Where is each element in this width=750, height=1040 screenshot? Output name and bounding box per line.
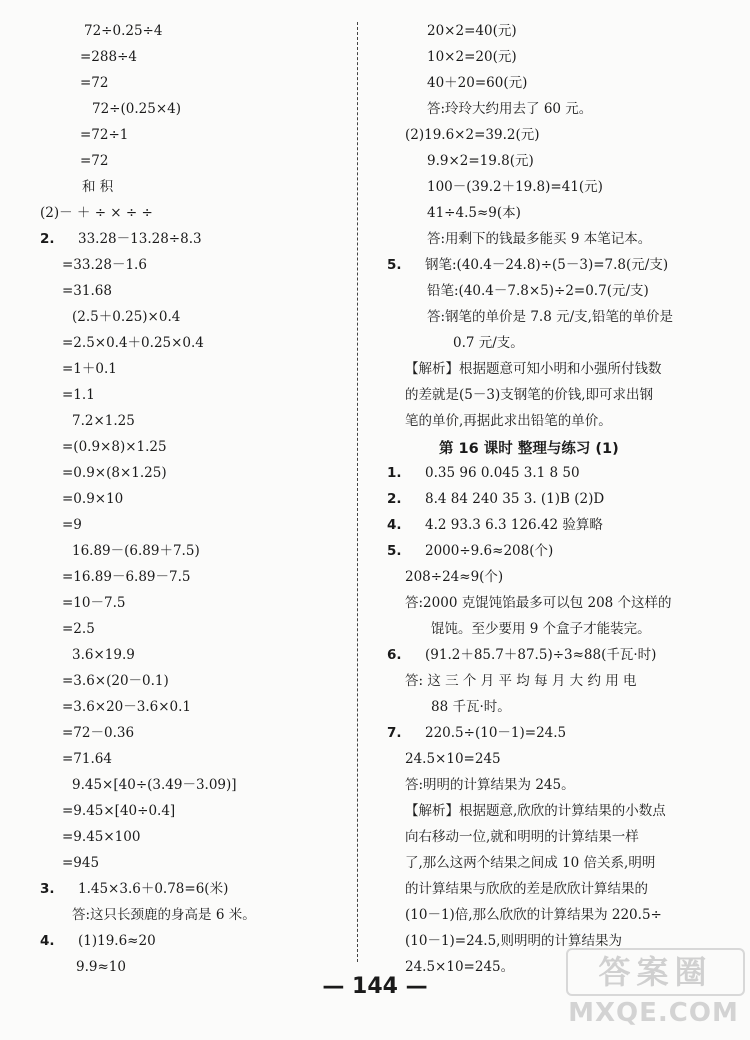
answer-text: (1)19.6≈20 <box>78 933 156 949</box>
answer-line <box>80 48 137 66</box>
answer-line <box>387 646 656 664</box>
answer-line <box>72 308 180 326</box>
answer-text: 33.28－13.28÷8.3 <box>78 231 202 247</box>
answer-line <box>427 178 603 196</box>
answer-text: =9 <box>62 517 82 533</box>
answer-text: 208÷24≈9(个) <box>405 569 504 585</box>
answer-line <box>387 724 566 742</box>
answer-line <box>62 386 95 404</box>
answer-text: =(0.9×8)×1.25 <box>62 439 167 455</box>
answer-text: 100－(39.2＋19.8)=41(元) <box>427 179 603 195</box>
answer-line <box>405 880 648 898</box>
answer-text: 9.9×2=19.8(元) <box>427 153 534 169</box>
answer-text: 88 千瓦·时。 <box>431 699 511 715</box>
answer-line <box>62 334 204 352</box>
answer-line <box>80 126 128 144</box>
answer-text: =1＋0.1 <box>62 361 117 377</box>
question-number: 5. <box>387 257 402 273</box>
answer-line <box>62 516 82 534</box>
answer-line <box>431 620 651 638</box>
answer-text: 72÷(0.25×4) <box>92 101 181 117</box>
answer-line <box>62 854 99 872</box>
answer-line <box>72 646 135 664</box>
answer-text: =288÷4 <box>80 49 137 65</box>
answer-text: 24.5×10=245 <box>405 751 501 767</box>
answer-text: =2.5×0.4＋0.25×0.4 <box>62 335 204 351</box>
question-number: 6. <box>387 647 402 663</box>
answer-line <box>405 906 662 924</box>
question-number: 2. <box>387 491 402 507</box>
answer-line <box>405 854 655 872</box>
answer-line <box>387 516 603 534</box>
answer-line <box>427 230 651 248</box>
answer-text: 1.45×3.6＋0.78=6(米) <box>78 881 229 897</box>
answer-text: 4.2 93.3 6.3 126.42 验算略 <box>425 517 603 533</box>
answer-text: =0.9×10 <box>62 491 124 507</box>
answer-line <box>427 204 521 222</box>
answer-line <box>387 490 604 508</box>
answer-text: =945 <box>62 855 100 871</box>
answer-text: (10－1)倍,那么欣欣的计算结果为 220.5÷ <box>405 907 662 923</box>
answer-text: =72 <box>80 75 109 91</box>
answer-line <box>427 100 592 118</box>
answer-line <box>62 464 167 482</box>
column-divider <box>357 22 358 962</box>
answer-text: 0.35 96 0.045 3.1 8 50 <box>425 465 580 481</box>
answer-line <box>80 74 109 92</box>
answer-text: =72－0.36 <box>62 725 135 741</box>
answer-text: 41÷4.5≈9(本) <box>427 205 521 221</box>
answer-text: 10×2=20(元) <box>427 49 517 65</box>
answer-line <box>40 880 228 898</box>
answer-text: 220.5÷(10－1)=24.5 <box>425 725 567 741</box>
answer-line <box>84 22 162 40</box>
answer-text: =72 <box>80 153 109 169</box>
answer-text: (2)－ ＋ ÷ × ÷ ÷ <box>40 205 153 221</box>
answer-text: =0.9×(8×1.25) <box>62 465 167 481</box>
answer-text: 向右移动一位,就和明明的计算结果一样 <box>405 829 639 845</box>
answer-text: 答:2000 克馄饨馅最多可以包 208 个这样的 <box>405 595 672 611</box>
answer-text: (2)19.6×2=39.2(元) <box>405 127 540 143</box>
answer-line <box>62 360 117 378</box>
answer-text: 答: 这 三 个 月 平 均 每 月 大 约 用 电 <box>405 673 637 689</box>
answer-line <box>405 126 540 144</box>
answer-line <box>431 698 511 716</box>
answer-text: (2.5＋0.25)×0.4 <box>72 309 181 325</box>
answer-line <box>40 230 202 248</box>
answer-text: 16.89－(6.89＋7.5) <box>72 543 200 559</box>
answer-text: 答:钢笔的单价是 7.8 元/支,铅笔的单价是 <box>427 309 673 325</box>
answer-text: 3.6×19.9 <box>72 647 135 663</box>
answer-line <box>72 412 135 430</box>
answer-line <box>427 308 673 326</box>
answer-text: =3.6×20－3.6×0.1 <box>62 699 192 715</box>
answer-line <box>40 204 153 222</box>
answer-line <box>92 100 181 118</box>
answer-line <box>453 334 524 352</box>
answer-line <box>62 672 169 690</box>
answer-line <box>405 776 575 794</box>
answer-text: 馄饨。至少要用 9 个盒子才能装完。 <box>431 621 651 637</box>
answer-line <box>62 750 112 768</box>
question-number: 4. <box>40 933 55 949</box>
answer-line <box>405 360 662 378</box>
answer-text: 答:明明的计算结果为 245。 <box>405 777 575 793</box>
answer-line <box>82 178 113 196</box>
answer-text: =1.1 <box>62 387 95 403</box>
answer-text: 72÷0.25÷4 <box>84 23 163 39</box>
answer-text: 答:这只长颈鹿的身高是 6 米。 <box>72 907 256 923</box>
answer-line <box>62 594 125 612</box>
answer-line <box>62 620 95 638</box>
answer-line <box>427 282 649 300</box>
answer-line <box>62 828 140 846</box>
answer-text: =33.28－1.6 <box>62 257 147 273</box>
answer-line <box>62 256 147 274</box>
answer-text: 的计算结果与欣欣的差是欣欣计算结果的 <box>405 881 648 897</box>
answer-text: 钢笔:(40.4－24.8)÷(5－3)=7.8(元/支) <box>425 257 669 273</box>
answer-line <box>72 542 200 560</box>
answer-text: 7.2×1.25 <box>72 413 135 429</box>
answer-line <box>405 568 503 586</box>
answer-line <box>72 776 237 794</box>
question-number: 4. <box>387 517 402 533</box>
answer-line <box>62 724 134 742</box>
answer-line <box>427 152 534 170</box>
answer-text: 【解析】根据题意,欣欣的计算结果的小数点 <box>405 803 666 819</box>
answer-line <box>405 412 612 430</box>
answer-text: 了,那么这两个结果之间成 10 倍关系,明明 <box>405 855 656 871</box>
answer-text: 0.7 元/支。 <box>453 335 524 351</box>
answer-line <box>405 386 653 404</box>
answer-text: 和 积 <box>82 179 114 195</box>
answer-line <box>427 48 517 66</box>
answer-text: =16.89－6.89－7.5 <box>62 569 191 585</box>
answer-text: 答:玲玲大约用去了 60 元。 <box>427 101 593 117</box>
answer-text: =72÷1 <box>80 127 129 143</box>
answer-text: 【解析】根据题意可知小明和小强所付钱数 <box>405 361 662 377</box>
question-number: 5. <box>387 543 402 559</box>
answer-line <box>405 802 666 820</box>
watermark-text: 答案圈 <box>566 948 745 996</box>
answer-line <box>62 698 191 716</box>
answer-line <box>387 542 553 560</box>
answer-line <box>387 256 668 274</box>
answer-line <box>405 750 501 768</box>
question-number: 3. <box>40 881 55 897</box>
answer-text: =2.5 <box>62 621 95 637</box>
answer-line <box>427 74 527 92</box>
answer-text: 答:用剩下的钱最多能买 9 本笔记本。 <box>427 231 652 247</box>
question-number: 1. <box>387 465 402 481</box>
answer-line <box>80 152 109 170</box>
answer-text: =31.68 <box>62 283 112 299</box>
answer-text: (10－1)=24.5,则明明的计算结果为 <box>405 933 622 949</box>
answer-text: =9.45×[40÷0.4] <box>62 803 176 819</box>
answer-line <box>405 828 639 846</box>
answer-text: 笔的单价,再据此求出铅笔的单价。 <box>405 413 612 429</box>
answer-text: =9.45×100 <box>62 829 141 845</box>
answer-text: 2000÷9.6≈208(个) <box>425 543 554 559</box>
answer-text: 8.4 84 240 35 3. (1)B (2)D <box>425 491 605 507</box>
answer-text: 20×2=40(元) <box>427 23 517 39</box>
answer-text: =10－7.5 <box>62 595 126 611</box>
answer-text: 24.5×10=245。 <box>405 959 515 975</box>
answer-line <box>72 906 256 924</box>
answer-line <box>62 490 123 508</box>
watermark-url: MXQE.COM <box>568 998 739 1028</box>
answer-text: (91.2＋85.7＋87.5)÷3≈88(千瓦·时) <box>425 647 657 663</box>
answer-line <box>62 802 175 820</box>
answer-line <box>62 568 191 586</box>
watermark-logo <box>566 948 741 1036</box>
answer-text: 铅笔:(40.4－7.8×5)÷2=0.7(元/支) <box>427 283 649 299</box>
question-number: 7. <box>387 725 402 741</box>
answer-line <box>62 282 112 300</box>
answer-line <box>40 932 156 950</box>
lesson-heading: 第 16 课时 整理与练习 (1) <box>439 441 619 457</box>
answer-text: 9.9≈10 <box>76 959 126 975</box>
answer-text: 9.45×[40÷(3.49－3.09)] <box>72 777 237 793</box>
question-number: 2. <box>40 231 55 247</box>
answer-line <box>387 464 580 482</box>
answer-text: =71.64 <box>62 751 112 767</box>
answer-line <box>405 594 672 612</box>
answer-text: =3.6×(20－0.1) <box>62 673 169 689</box>
answer-text: 的差就是(5－3)支钢笔的价钱,即可求出钢 <box>405 387 654 403</box>
answer-line <box>62 438 167 456</box>
answer-line <box>405 672 637 690</box>
page-number: — 144 — <box>322 974 428 999</box>
answer-line <box>427 22 517 40</box>
answer-text: 40＋20=60(元) <box>427 75 528 91</box>
